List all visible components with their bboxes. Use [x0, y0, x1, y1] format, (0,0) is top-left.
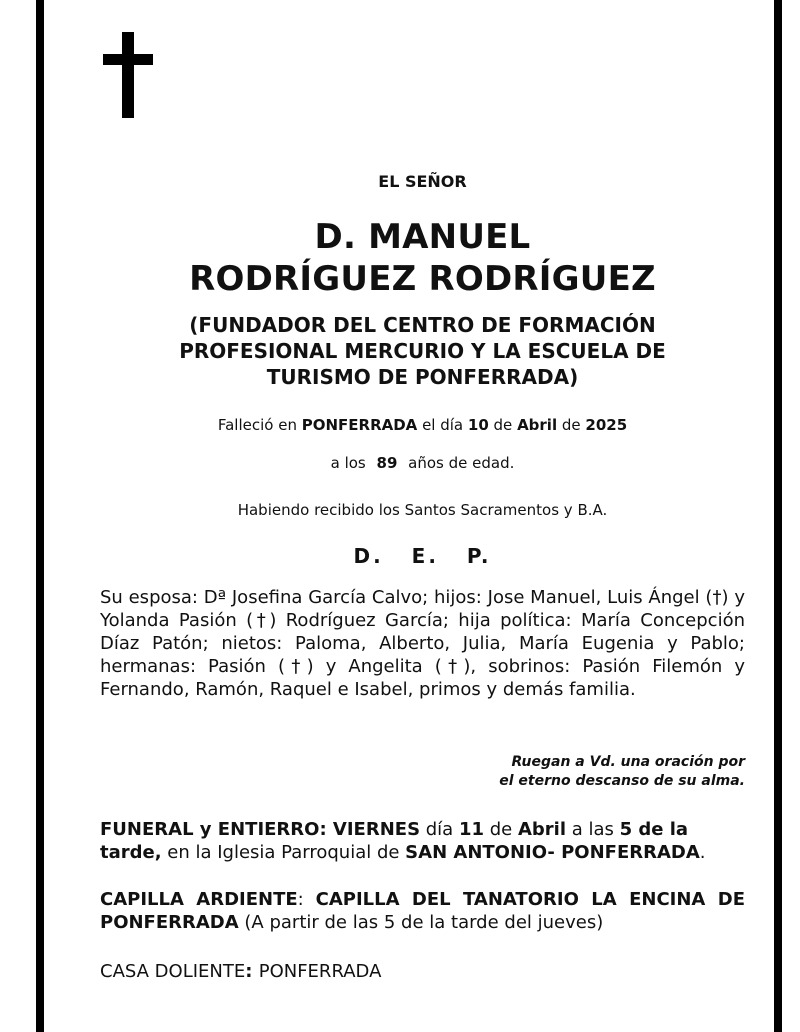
capilla-note: (A partir de las 5 de la tarde del jueves) [238, 912, 604, 933]
sacraments-line: Habiendo recibido los Santos Sacramentos y B.A. [237, 501, 608, 519]
prayer-line-1: Ruegan a Vd. una oración por [511, 754, 745, 770]
funeral-paragraph [100, 818, 745, 864]
funeral-text-3: a las [566, 819, 620, 840]
death-text-2: de [488, 416, 518, 434]
death-pre: Falleció en [217, 416, 302, 434]
latin-cross-icon [103, 32, 153, 118]
funeral-text-5: . [699, 842, 706, 863]
funeral-label: FUNERAL y ENTIERRO: VIERNES [100, 819, 421, 840]
name-line-2: RODRÍGUEZ RODRÍGUEZ [189, 259, 656, 299]
death-month: Abril [517, 416, 558, 434]
casa-doliente [100, 960, 745, 983]
death-place: PONFERRADA [301, 416, 418, 434]
capilla-place: CAPILLA DEL TANATORIO LA ENCINA DE PONFERRADA [100, 889, 745, 933]
deceased-name [100, 216, 745, 300]
prayer-request [100, 753, 745, 791]
dep-line: D. E. P. [353, 544, 492, 568]
capilla-label: CAPILLA ARDIENTE [100, 889, 298, 910]
funeral-time: 5 de la tarde, [100, 819, 689, 863]
funeral-month: Abril [517, 819, 566, 840]
casa-place: PONFERRADA [258, 961, 382, 982]
deceased-role [100, 312, 745, 390]
casa-label: CASA DOLIENTE [100, 961, 246, 982]
role-line-3: TURISMO DE PONFERRADA) [266, 365, 579, 389]
role-line-2: PROFESIONAL MERCURIO Y LA ESCUELA DE [179, 339, 666, 363]
age-post: años de edad. [408, 454, 515, 472]
prayer-line-2: el eterno descanso de su alma. [499, 773, 745, 789]
age-value: 89 [376, 454, 398, 472]
capilla-sep: : [297, 889, 316, 910]
age-pre: a los [330, 454, 366, 472]
casa-sep: : [245, 961, 259, 982]
name-line-1: D. MANUEL [314, 217, 531, 257]
death-text-1: el día [417, 416, 468, 434]
death-text-3: de [557, 416, 586, 434]
death-day: 10 [467, 416, 489, 434]
funeral-text-4: en la Iglesia Parroquial de [161, 842, 406, 863]
age-line [100, 453, 745, 473]
role-line-1: (FUNDADOR DEL CENTRO DE FORMACIÓN [189, 313, 656, 337]
funeral-church: SAN ANTONIO- PONFERRADA [405, 842, 700, 863]
capilla-paragraph [100, 888, 745, 934]
funeral-day: 11 [458, 819, 484, 840]
funeral-text-1: día [420, 819, 459, 840]
title-prefix: EL SEÑOR [378, 172, 467, 191]
death-year: 2025 [585, 416, 628, 434]
family-paragraph: Su esposa: Dª Josefina García Calvo; hijos: Jose Manuel, Luis Ángel (†) y Yolanda Pasión (†) Rodríguez García; hija política: María Concepción Díaz Patón; nietos: Paloma, Alberto, Julia, María Eugenia y Pablo; hermanas: Pasión (†) y Angelita (†), sobrinos: Pasión Filemón y Fernando, Ramón, Raquel e Isabel, primos y demás familia. [100, 587, 745, 700]
funeral-text-2: de [484, 819, 518, 840]
death-line [100, 415, 745, 435]
